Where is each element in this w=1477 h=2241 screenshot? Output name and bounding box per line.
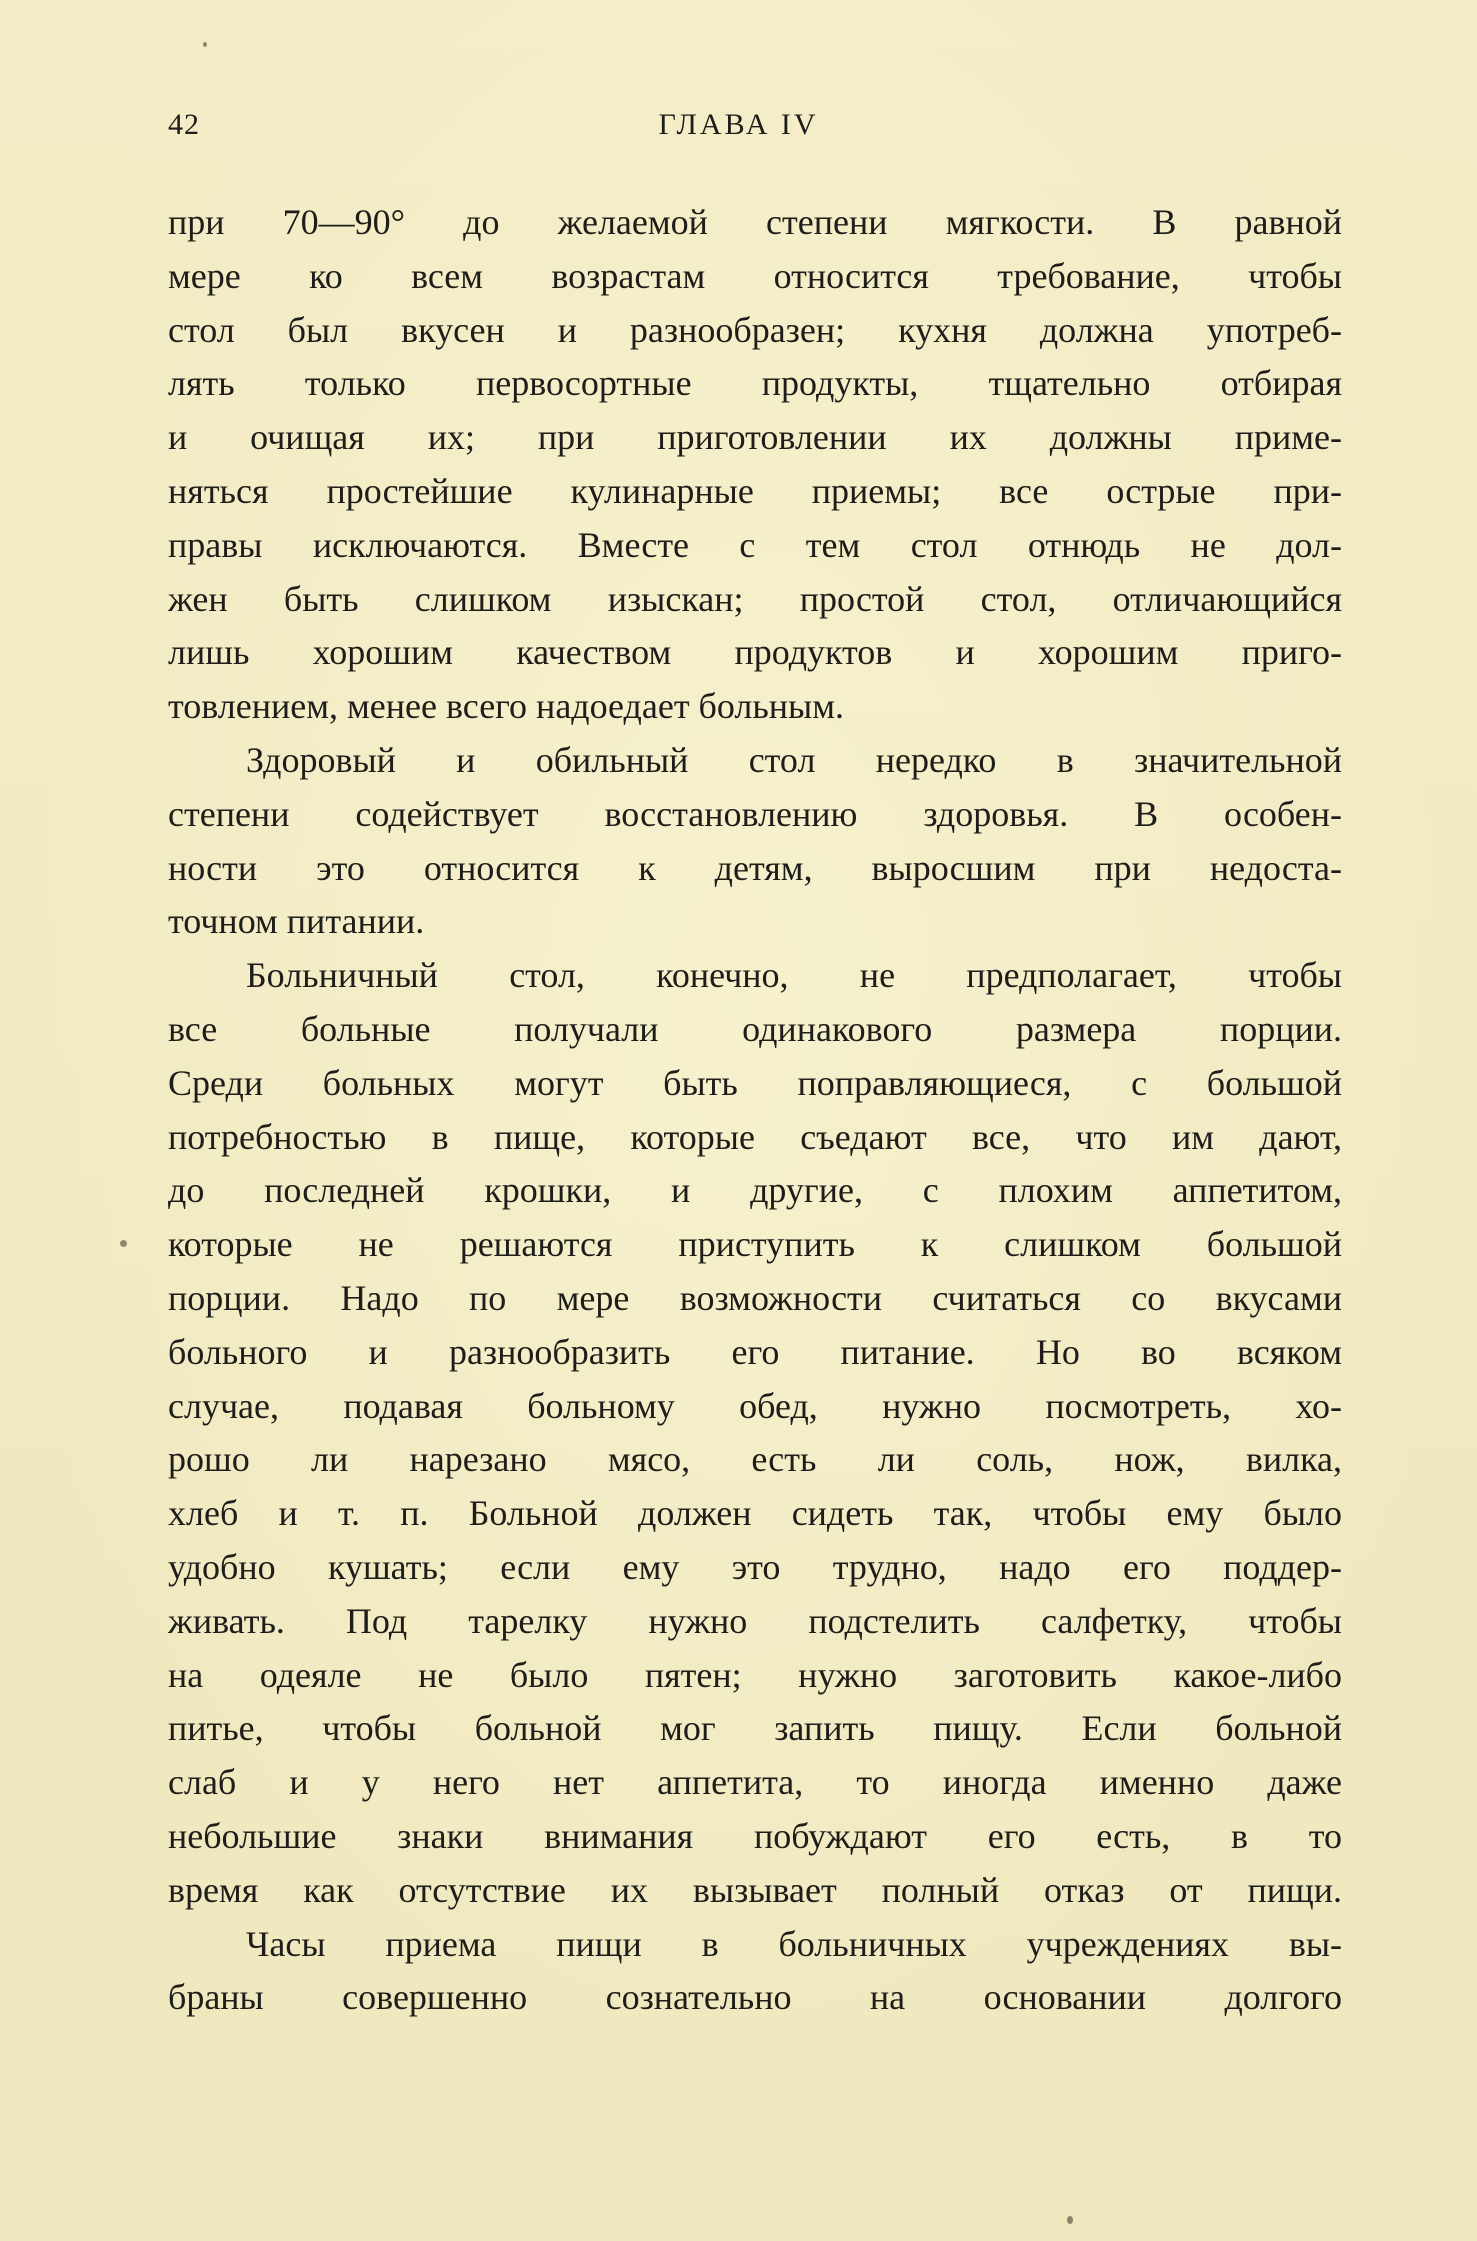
text-line: живать. Под тарелку нужно подстелить салфетку, чтобы [168,1600,1342,1641]
text-line: степени содействует восстановлению здоровья. В особен- [168,793,1342,834]
page-number: 42 [168,108,200,141]
text-line: на одеяле не было пятен; нужно заготовить какое-либо [168,1654,1342,1695]
paragraph-1 [168,196,1342,734]
print-speck [120,1240,127,1247]
text-line: все больные получали одинакового размера порции. [168,1008,1342,1049]
text-line: удобно кушать; если ему это трудно, надо его поддер- [168,1546,1342,1587]
print-speck [203,42,207,47]
text-line: лять только первосортные продукты, тщательно отбирая [168,363,1342,404]
text-line: до последней крошки, и другие, с плохим аппетитом, [168,1170,1342,1211]
text-line: рошо ли нарезано мясо, есть ли соль, нож, вилка, [168,1439,1342,1480]
text-line: небольшие знаки внимания побуждают его есть, в то [168,1815,1342,1856]
text-line: жен быть слишком изыскан; простой стол, отличающийся [168,578,1342,619]
text-line: слаб и у него нет аппетита, то иногда именно даже [168,1762,1342,1803]
running-head: ГЛАВА IV [658,108,819,141]
text-line: больного и разнообразить его питание. Но во всяком [168,1331,1342,1372]
text-line: хлеб и т. п. Больной должен сидеть так, чтобы ему было [168,1493,1342,1534]
paragraph-2 [168,734,1342,949]
text-line: товлением, менее всего надоедает больным. [168,686,845,727]
text-line: няться простейшие кулинарные приемы; все острые при- [168,470,1342,511]
print-speck [1067,2216,1073,2224]
text-line: мере ко всем возрастам относится требование, чтобы [168,255,1342,296]
paragraph-3 [168,949,1342,1917]
text-line: порции. Надо по мере возможности считаться со вкусами [168,1277,1342,1318]
text-line: время как отсутствие их вызывает полный отказ от пищи. [168,1869,1342,1910]
text-line: браны совершенно сознательно на основании долгого [168,1977,1342,2018]
text-line: питье, чтобы больной мог запить пищу. Если больной [168,1708,1342,1749]
text-line: Часы приема пищи в больничных учреждениях вы- [246,1923,1342,1964]
text-line: лишь хорошим качеством продуктов и хорошим приго- [168,632,1342,673]
text-line: Среди больных могут быть поправляющиеся, с большой [168,1062,1342,1103]
page-header [0,108,1477,148]
paragraph-4 [168,1918,1342,2026]
text-line: правы исключаются. Вместе с тем стол отнюдь не дол- [168,524,1342,565]
text-line: которые не решаются приступить к слишком большой [168,1224,1342,1265]
text-line: случае, подавая больному обед, нужно посмотреть, хо- [168,1385,1342,1426]
text-line: потребностью в пище, которые съедают все, что им дают, [168,1116,1342,1157]
text-line: Больничный стол, конечно, не предполагает, чтобы [246,955,1342,996]
body-text [168,196,1342,2025]
text-line: при 70—90° до желаемой степени мягкости. В равной [168,202,1342,242]
text-line: стол был вкусен и разнообразен; кухня должна употреб- [168,309,1342,350]
text-line: ности это относится к детям, выросшим при недоста- [168,847,1342,888]
text-line: точном питании. [168,901,425,942]
text-line: и очищая их; при приготовлении их должны приме- [168,417,1342,458]
text-line: Здоровый и обильный стол нередко в значительной [246,739,1342,780]
